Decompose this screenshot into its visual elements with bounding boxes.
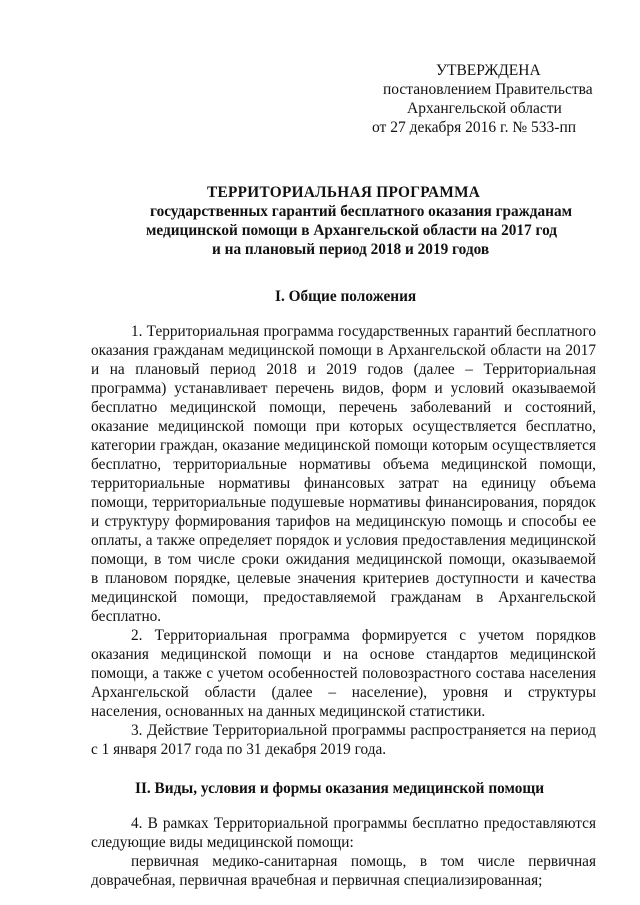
s1-line-19: помощи, а также с учетом особенностей половозрастного состава населения [91,665,596,682]
s1-line-13: помощи, в том числе сроки ожидания медицинской помощи, оказываемой [91,551,596,568]
section-1-heading: I. Общие положения [275,288,417,305]
approval-line-3: от 27 декабря 2016 г. № 533-пп [372,119,577,136]
s2-line-1: 4. В рамках Территориальной программы бесплатно предоставляются [131,815,596,832]
title-line-2: государственных гарантий бесплатного оказания гражданам [150,203,573,220]
s1-line-17: 2. Территориальная программа формируется с учетом порядков [131,627,596,644]
approval-line-1: постановлением Правительства [383,81,593,98]
s1-line-15: медицинской помощи, предоставляемой гражданам в Архангельской [91,589,596,606]
s1-line-8: бесплатно, территориальные нормативы объема медицинской помощи, [91,456,596,473]
s1-line-20: Архангельской области (далее – население), уровня и структуры [91,684,596,701]
s1-line-23: с 1 января 2017 года по 31 декабря 2019 года. [91,741,387,758]
s1-line-21: населения, основанных на данных медицинской статистики. [91,703,486,720]
title-line-1: ТЕРРИТОРИАЛЬНАЯ ПРОГРАММА [207,184,481,201]
s1-line-16: бесплатно. [91,608,162,625]
s2-line-4: доврачебная, первичная врачебная и первичная специализированная; [91,872,543,889]
s1-line-7: категории граждан, оказание медицинской помощи которым осуществляется [91,437,596,454]
section-2-heading: II. Виды, условия и формы оказания медицинской помощи [135,780,545,797]
s2-line-3: первичная медико-санитарная помощь, в том числе первичная [131,853,596,870]
s1-line-3: и на плановый период 2018 и 2019 годов (далее – Территориальная [91,361,596,378]
s1-line-6: оказание медицинской помощи при которых осуществляется бесплатно, [91,418,596,435]
s1-line-4: программа) устанавливает перечень видов, форм и условий оказываемой [91,380,596,397]
s1-line-22: 3. Действие Территориальной программы распространяется на период [131,722,596,739]
s1-line-18: оказания медицинской помощи и на основе стандартов медицинской [91,646,596,663]
s1-line-10: помощи, территориальные подушевые нормативы финансирования, порядок [91,494,596,511]
s1-line-2: оказания гражданам медицинской помощи в Архангельской области на 2017 [91,342,596,359]
s1-line-9: территориальные нормативы финансовых затрат на единицу объема [91,475,596,492]
s1-line-14: в плановом порядке, целевые значения критериев доступности и качества [91,570,596,587]
s1-line-12: оплаты, а также определяет порядок и условия предоставления медицинской [91,532,596,549]
s2-line-2: следующие виды медицинской помощи: [91,834,354,851]
s1-line-11: и структуру формирования тарифов на медицинскую помощь и способы ее [91,513,596,530]
approval-line-2: Архангельской области [407,100,562,117]
s1-line-1: 1. Территориальная программа государственных гарантий бесплатного [131,323,596,340]
approval-stamp: УТВЕРЖДЕНА [436,62,541,79]
title-line-4: и на плановый период 2018 и 2019 годов [212,241,490,258]
title-line-3: медицинской помощи в Архангельской области на 2017 год [146,222,558,239]
s1-line-5: бесплатно медицинской помощи, перечень заболеваний и состояний, [91,399,596,416]
